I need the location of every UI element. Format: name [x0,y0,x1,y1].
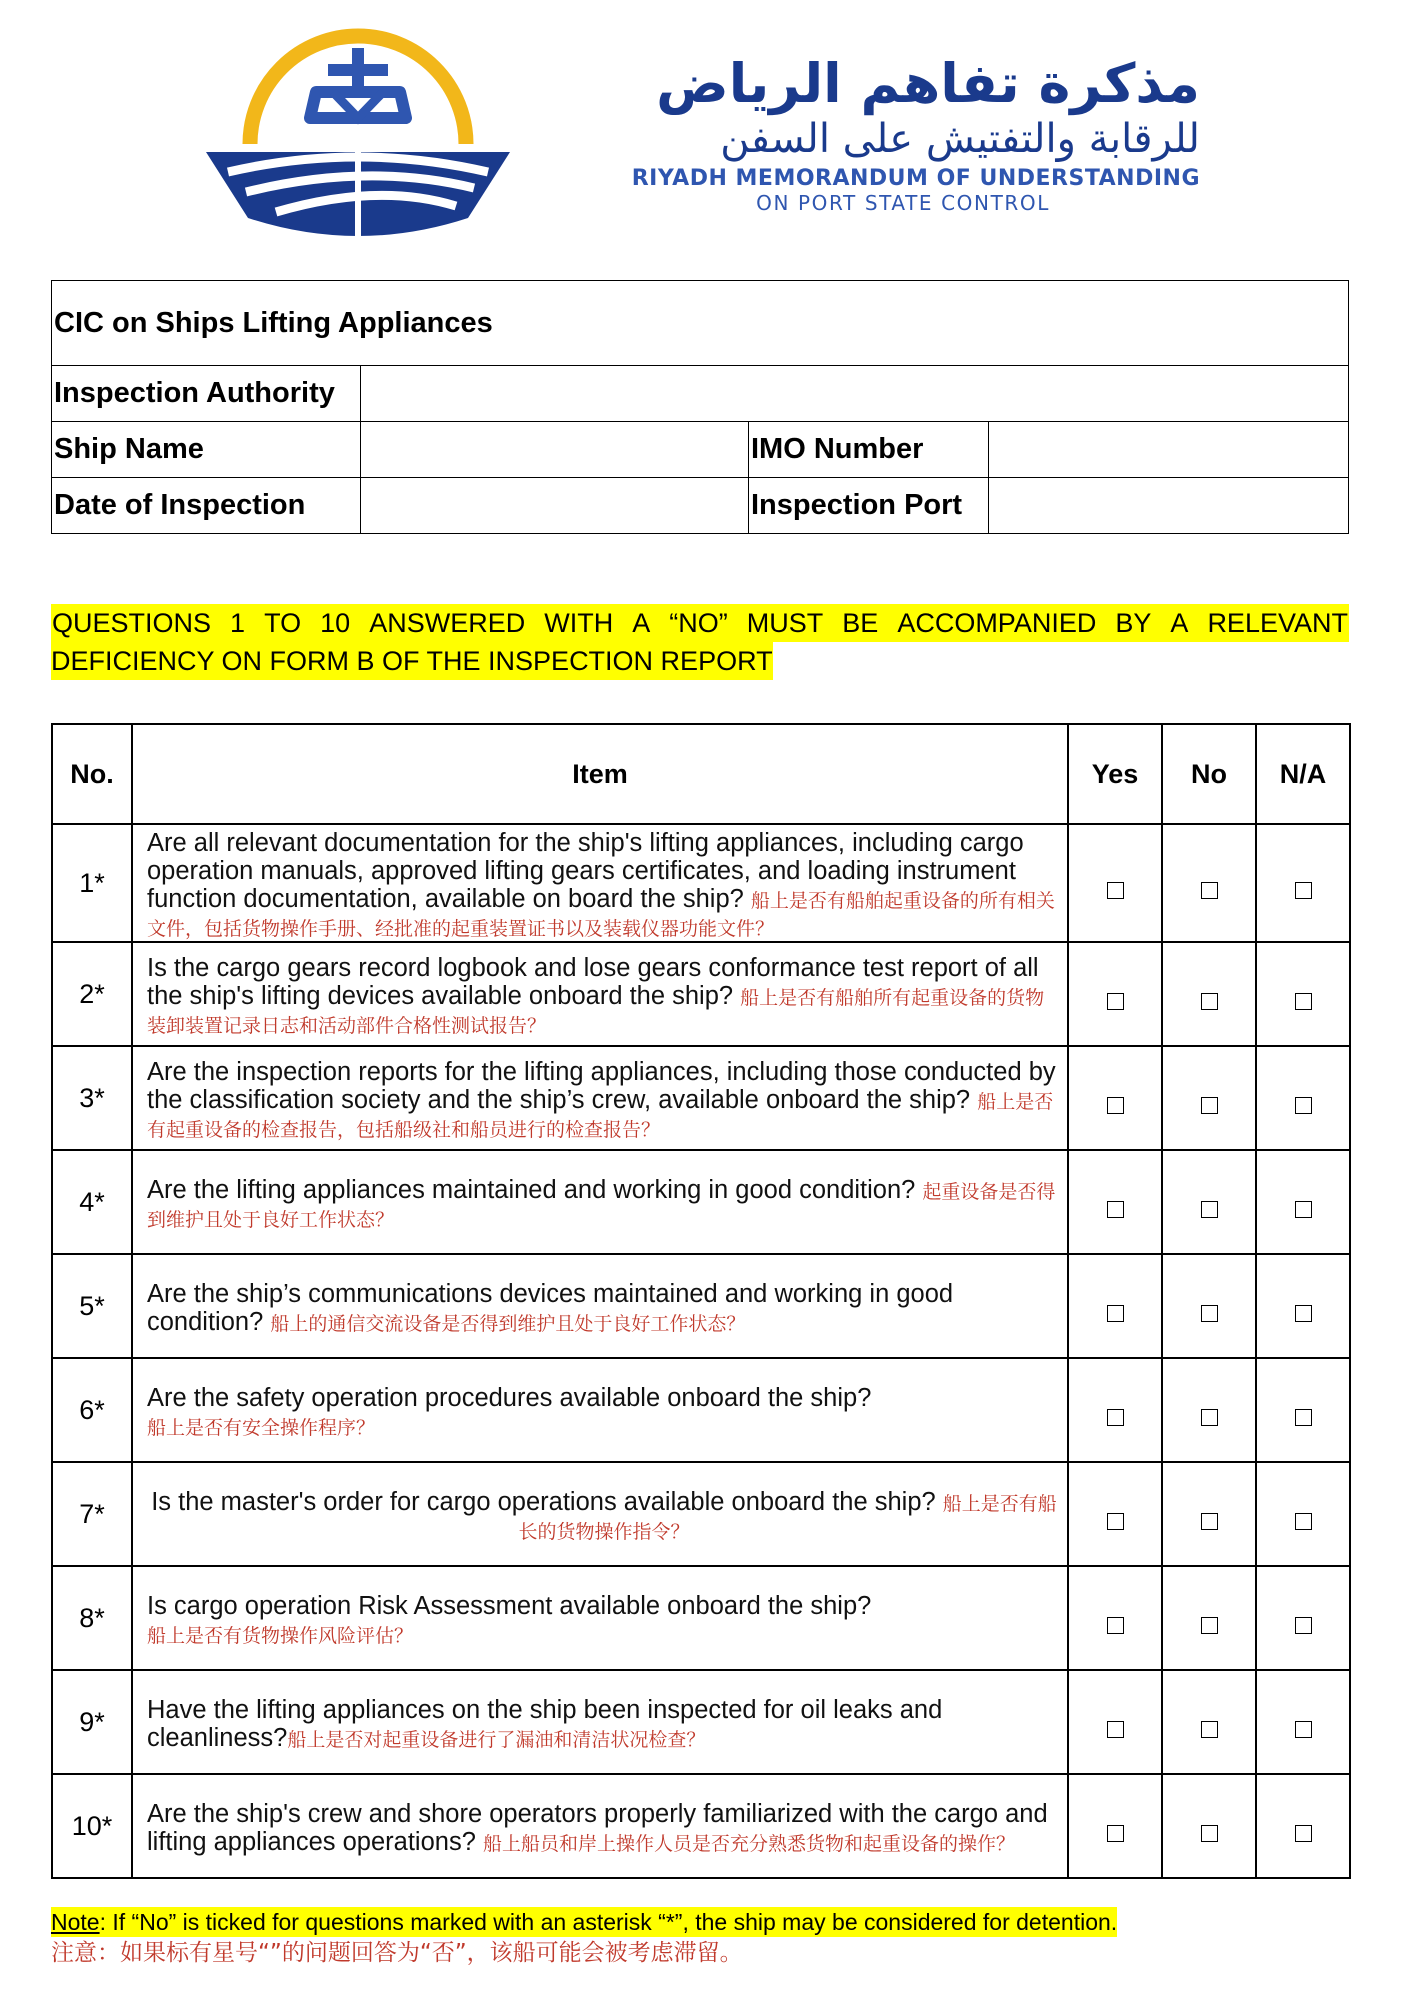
question-text [132,1150,1068,1254]
date-of-inspection-label: Date of Inspection [52,478,361,534]
answer-cell-na [1256,942,1350,1046]
answer-cell-yes [1068,1254,1162,1358]
statement-word: A [632,608,651,638]
question-chinese: 起重设备是否得到维护且处于良好工作状态？ [147,1181,1056,1231]
table-row [52,942,1350,1046]
statement-word: QUESTIONS [52,608,212,638]
answer-cell-na [1256,824,1350,942]
inspection-authority-field[interactable] [361,366,1349,422]
inspection-port-label: Inspection Port [749,478,989,534]
form-title: CIC on Ships Lifting Appliances [52,281,1349,366]
na-checkbox[interactable] [1295,1097,1312,1114]
answer-cell-yes [1068,942,1162,1046]
question-number: 1* [52,824,132,942]
na-checkbox[interactable] [1295,1201,1312,1218]
question-text [132,1670,1068,1774]
question-text [132,1566,1068,1670]
brand-arabic-title: مذكرة تفاهم الرياض [656,52,1200,115]
answer-cell-yes [1068,1462,1162,1566]
answer-cell-no [1162,1774,1256,1878]
answer-cell-yes [1068,824,1162,942]
question-english: Are the lifting appliances maintained and working in good condition? [147,1176,923,1204]
statement-line-2: DEFICIENCY ON FORM B OF THE INSPECTION REPORT [51,642,773,680]
table-row [52,1774,1350,1878]
statement-word: BE [842,608,879,638]
question-english: Is cargo operation Risk Assessment available onboard the ship? [147,1592,872,1620]
question-english: Is the master's order for cargo operations available onboard the ship? [151,1488,943,1516]
question-text [132,1774,1068,1878]
question-number: 10* [52,1774,132,1878]
na-checkbox[interactable] [1295,993,1312,1010]
question-number: 7* [52,1462,132,1566]
note-label: Note [51,1909,100,1935]
question-number: 3* [52,1046,132,1150]
detention-note-chinese: 注意：如果标有星号“”的问题回答为“否”，该船可能会被考虑滞留。 [51,1940,743,1966]
table-row [52,1358,1350,1462]
no-checkbox[interactable] [1201,1617,1218,1634]
statement-word: ACCOMPANIED [897,608,1097,638]
question-text [132,1046,1068,1150]
ship-name-label: Ship Name [52,422,361,478]
answer-cell-na [1256,1670,1350,1774]
yes-checkbox[interactable] [1107,1409,1124,1426]
question-number: 5* [52,1254,132,1358]
yes-checkbox[interactable] [1107,1305,1124,1322]
inspection-authority-label: Inspection Authority [52,366,361,422]
answer-cell-no [1162,942,1256,1046]
table-row [52,1566,1350,1670]
yes-checkbox[interactable] [1107,882,1124,899]
question-chinese: 船上是否对起重设备进行了漏油和清洁状况检查？ [287,1729,706,1751]
inspection-info-table [51,280,1349,534]
header-no-answer: No [1162,724,1256,824]
no-checkbox[interactable] [1201,1825,1218,1842]
question-chinese: 船上的通信交流设备是否得到维护且处于良好工作状态？ [270,1313,746,1335]
answer-cell-yes [1068,1774,1162,1878]
brand-arabic-subtitle: للرقابة والتفتيش على السفن [720,116,1200,162]
na-checkbox[interactable] [1295,1721,1312,1738]
statement-word: “NO” [669,608,728,638]
table-row [52,824,1350,942]
question-english: Are all relevant documentation for the ship's lifting appliances, including cargo operation manuals, approved lifting gears certificates, and loading instrument function documentation, available on board the ship? [147,829,1024,913]
answer-cell-no [1162,1254,1256,1358]
header-no: No. [52,724,132,824]
answer-cell-no [1162,824,1256,942]
statement-word: A [1170,608,1189,638]
statement-line-1 [51,604,1349,642]
answer-cell-no [1162,1566,1256,1670]
answer-cell-yes [1068,1566,1162,1670]
question-chinese: 船上是否有船长的货物操作指令？ [518,1493,1057,1543]
header-item: Item [132,724,1068,824]
no-checkbox[interactable] [1201,1201,1218,1218]
yes-checkbox[interactable] [1107,1721,1124,1738]
question-chinese: 船上是否有起重设备的检查报告，包括船级社和船员进行的检查报告？ [147,1091,1054,1141]
yes-checkbox[interactable] [1107,1617,1124,1634]
no-checkbox[interactable] [1201,993,1218,1010]
table-row [52,1046,1350,1150]
na-checkbox[interactable] [1295,1409,1312,1426]
question-number: 9* [52,1670,132,1774]
imo-number-field[interactable] [989,422,1349,478]
answer-cell-na [1256,1566,1350,1670]
header-yes: Yes [1068,724,1162,824]
statement-word: TO [264,608,302,638]
question-number: 2* [52,942,132,1046]
question-english: Are the ship’s communications devices maintained and working in good condition? [147,1280,954,1336]
checklist-table [51,723,1351,1879]
question-chinese: 船上是否有安全操作程序？ [147,1417,376,1439]
ship-name-field[interactable] [361,422,749,478]
answer-cell-yes [1068,1670,1162,1774]
ship-emblem-icon [198,22,518,254]
question-english: Have the lifting appliances on the ship been inspected for oil leaks and cleanliness? [147,1696,943,1752]
na-checkbox[interactable] [1295,1305,1312,1322]
imo-number-label: IMO Number [749,422,989,478]
question-text [132,824,1068,942]
na-checkbox[interactable] [1295,882,1312,899]
answer-cell-na [1256,1358,1350,1462]
question-text [132,1358,1068,1462]
statement-word: MUST [746,608,824,638]
statement-word: 1 [230,608,246,638]
answer-cell-yes [1068,1358,1162,1462]
question-number: 8* [52,1566,132,1670]
no-checkbox[interactable] [1201,1721,1218,1738]
no-checkbox[interactable] [1201,1305,1218,1322]
answer-cell-na [1256,1774,1350,1878]
answer-cell-no [1162,1046,1256,1150]
answer-cell-no [1162,1462,1256,1566]
answer-cell-yes [1068,1150,1162,1254]
table-row [52,1670,1350,1774]
question-chinese: 船上是否有船舶所有起重设备的货物装卸装置记录日志和活动部件合格性测试报告？ [147,987,1045,1037]
answer-cell-na [1256,1254,1350,1358]
yes-checkbox[interactable] [1107,1097,1124,1114]
no-checkbox[interactable] [1201,1097,1218,1114]
deficiency-statement [51,604,1349,680]
question-english: Is the cargo gears record logbook and lose gears conformance test report of all the ship's lifting devices available onboard the ship? [147,954,1039,1010]
question-english: Are the ship's crew and shore operators properly familiarized with the cargo and lifting appliances operations? [147,1800,1048,1856]
question-number: 6* [52,1358,132,1462]
table-row [52,1150,1350,1254]
yes-checkbox[interactable] [1107,1825,1124,1842]
no-checkbox[interactable] [1201,1513,1218,1530]
answer-cell-na [1256,1150,1350,1254]
statement-word: ANSWERED [369,608,526,638]
yes-checkbox[interactable] [1107,993,1124,1010]
statement-word: WITH [544,608,614,638]
note-text: : If “No” is ticked for questions marked with an asterisk “*”, the ship may be considered for detention. [99,1909,1118,1935]
header-na: N/A [1256,724,1350,824]
no-checkbox[interactable] [1201,1409,1218,1426]
yes-checkbox[interactable] [1107,1513,1124,1530]
question-chinese: 船上船员和岸上操作人员是否充分熟悉货物和起重设备的操作？ [482,1833,1015,1855]
na-checkbox[interactable] [1295,1617,1312,1634]
question-text [132,1254,1068,1358]
question-text [132,1462,1068,1566]
inspection-port-field[interactable] [989,478,1349,534]
statement-word: 10 [320,608,351,638]
riyadh-mou-logo [198,22,518,254]
question-chinese: 船上是否有船舶起重设备的所有相关文件，包括货物操作手册、经批准的起重装置证书以及装载仪器功能文件？ [147,890,1055,940]
answer-cell-no [1162,1358,1256,1462]
statement-word: RELEVANT [1207,608,1348,638]
answer-cell-na [1256,1462,1350,1566]
date-of-inspection-field[interactable] [361,478,749,534]
yes-checkbox[interactable] [1107,1201,1124,1218]
brand-english-title: RIYADH MEMORANDUM OF UNDERSTANDING [631,166,1200,191]
answer-cell-no [1162,1670,1256,1774]
detention-note [51,1907,1117,1937]
statement-word: BY [1115,608,1152,638]
question-chinese: 船上是否有货物操作风险评估？ [147,1625,414,1647]
question-number: 4* [52,1150,132,1254]
question-english: Are the inspection reports for the lifting appliances, including those conducted by the classification society and the ship’s crew, available onboard the ship? [147,1058,1056,1114]
na-checkbox[interactable] [1295,1825,1312,1842]
no-checkbox[interactable] [1201,882,1218,899]
table-row [52,1254,1350,1358]
question-text [132,942,1068,1046]
answer-cell-yes [1068,1046,1162,1150]
table-row [52,1462,1350,1566]
answer-cell-no [1162,1150,1256,1254]
question-english: Are the safety operation procedures available onboard the ship? [147,1384,872,1412]
na-checkbox[interactable] [1295,1513,1312,1530]
brand-english-subtitle: ON PORT STATE CONTROL [756,191,1050,215]
answer-cell-na [1256,1046,1350,1150]
